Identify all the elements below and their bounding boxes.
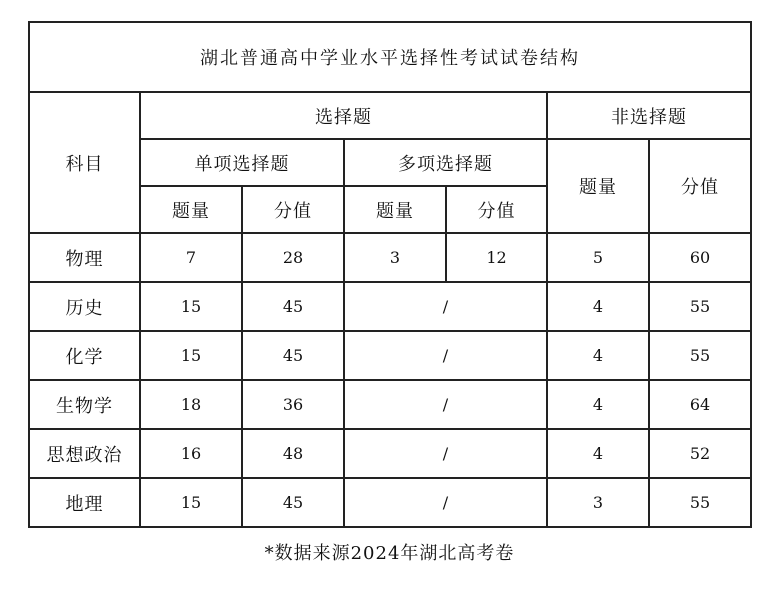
cell-single-score: 45 bbox=[242, 282, 344, 331]
cell-single-score: 45 bbox=[242, 331, 344, 380]
cell-nc-count: 4 bbox=[547, 380, 649, 429]
cell-multi-merged: / bbox=[344, 380, 547, 429]
table-row bbox=[29, 233, 751, 282]
cell-multi-merged: / bbox=[344, 331, 547, 380]
table-title: 湖北普通高中学业水平选择性考试试卷结构 bbox=[29, 22, 751, 92]
cell-subject: 物理 bbox=[29, 233, 140, 282]
cell-single-score: 48 bbox=[242, 429, 344, 478]
cell-nc-count: 4 bbox=[547, 331, 649, 380]
cell-nc-score: 55 bbox=[649, 282, 751, 331]
table-row bbox=[29, 478, 751, 527]
header-multi-count: 题量 bbox=[344, 186, 446, 233]
cell-nc-count: 5 bbox=[547, 233, 649, 282]
header-single-score: 分值 bbox=[242, 186, 344, 233]
cell-multi-merged: / bbox=[344, 429, 547, 478]
cell-nc-count: 3 bbox=[547, 478, 649, 527]
header-single-choice: 单项选择题 bbox=[140, 139, 344, 186]
cell-single-score: 28 bbox=[242, 233, 344, 282]
cell-nc-score: 55 bbox=[649, 331, 751, 380]
cell-nc-score: 52 bbox=[649, 429, 751, 478]
cell-subject: 历史 bbox=[29, 282, 140, 331]
cell-single-count: 7 bbox=[140, 233, 242, 282]
cell-single-count: 15 bbox=[140, 282, 242, 331]
cell-single-score: 36 bbox=[242, 380, 344, 429]
header-non-choice-count: 题量 bbox=[547, 139, 649, 233]
cell-single-count: 15 bbox=[140, 478, 242, 527]
cell-subject: 思想政治 bbox=[29, 429, 140, 478]
cell-single-count: 16 bbox=[140, 429, 242, 478]
cell-nc-score: 55 bbox=[649, 478, 751, 527]
cell-subject: 化学 bbox=[29, 331, 140, 380]
cell-nc-score: 64 bbox=[649, 380, 751, 429]
cell-subject: 地理 bbox=[29, 478, 140, 527]
header-single-count: 题量 bbox=[140, 186, 242, 233]
cell-multi-count: 3 bbox=[344, 233, 446, 282]
cell-nc-count: 4 bbox=[547, 429, 649, 478]
exam-structure-table bbox=[28, 21, 752, 528]
table-row bbox=[29, 380, 751, 429]
table-row bbox=[29, 429, 751, 478]
cell-nc-score: 60 bbox=[649, 233, 751, 282]
cell-single-count: 15 bbox=[140, 331, 242, 380]
source-footnote: *数据来源2024年湖北高考卷 bbox=[264, 543, 515, 564]
table-row bbox=[29, 282, 751, 331]
header-non-choice-score: 分值 bbox=[649, 139, 751, 233]
header-subject: 科目 bbox=[29, 92, 140, 233]
cell-nc-count: 4 bbox=[547, 282, 649, 331]
header-choice: 选择题 bbox=[140, 92, 547, 139]
header-multi-choice: 多项选择题 bbox=[344, 139, 547, 186]
cell-multi-score: 12 bbox=[446, 233, 547, 282]
header-non-choice: 非选择题 bbox=[547, 92, 751, 139]
cell-subject: 生物学 bbox=[29, 380, 140, 429]
cell-multi-merged: / bbox=[344, 478, 547, 527]
table-row bbox=[29, 331, 751, 380]
cell-single-count: 18 bbox=[140, 380, 242, 429]
header-multi-score: 分值 bbox=[446, 186, 547, 233]
cell-multi-merged: / bbox=[344, 282, 547, 331]
cell-single-score: 45 bbox=[242, 478, 344, 527]
